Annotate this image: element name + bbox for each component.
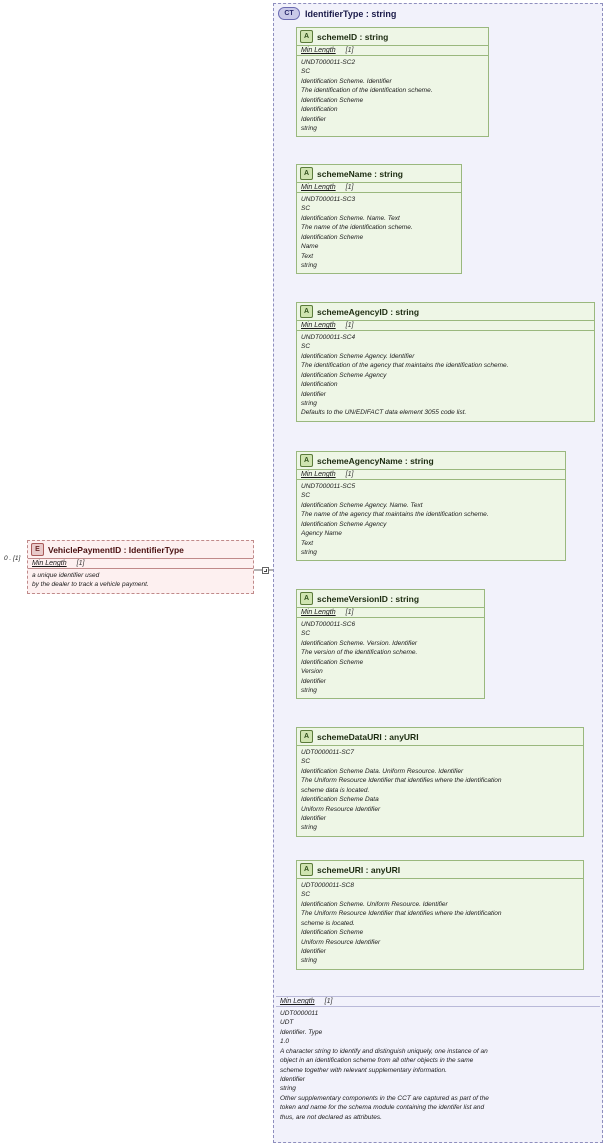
annotation-line: scheme is located. xyxy=(301,919,355,927)
attribute-title: schemeAgencyName : string xyxy=(317,455,434,466)
attribute-minlength-row xyxy=(297,183,461,193)
annotation-line: UNDT000011-SC3 xyxy=(301,196,356,203)
annotation-line: Text xyxy=(301,539,314,547)
annotation-line: Identifier xyxy=(301,677,326,685)
annotation-line: Defaults to the UN/EDIFACT data element 3055 code list. xyxy=(301,409,467,417)
annotation-line: string xyxy=(301,824,317,832)
base-minlength-row xyxy=(276,996,600,1007)
annotation-line: The version of the identification scheme. xyxy=(301,649,418,657)
annotation-line: The name of the identification scheme. xyxy=(301,224,413,232)
annotation-line: UNDT000011-SC5 xyxy=(301,483,356,490)
base-annotation xyxy=(276,1007,600,1125)
attribute-annotation xyxy=(297,193,461,273)
element-title: VehiclePaymentID : IdentifierType xyxy=(48,544,184,555)
base-minlength-label: Min Length xyxy=(280,998,315,1005)
attribute-icon: A xyxy=(300,863,313,876)
annotation-line: The identification of the agency that maintains the identification scheme. xyxy=(301,362,509,370)
annotation-line: Identifier xyxy=(301,390,326,398)
annotation-line: string xyxy=(301,261,317,269)
attribute-schemeuri[interactable] xyxy=(296,860,584,970)
attribute-icon: A xyxy=(300,167,313,180)
annotation-line: Identification Scheme Data xyxy=(301,796,379,804)
attribute-header xyxy=(297,728,583,746)
annotation-line: SC xyxy=(301,758,311,766)
annotation-line: string xyxy=(301,399,317,407)
annotation-line: scheme together with relevant supplementary information. xyxy=(280,1066,447,1074)
attribute-schemedatauri[interactable] xyxy=(296,727,584,837)
annotation-line: Identifier xyxy=(301,814,326,822)
annotation-line: UDT0000011-SC7 xyxy=(301,749,354,756)
attribute-header xyxy=(297,165,461,183)
attribute-header xyxy=(297,28,488,46)
annotation-line: Identification xyxy=(301,381,338,389)
expand-toggle-icon[interactable] xyxy=(262,567,269,574)
element-minlength-label: Min Length xyxy=(32,560,67,567)
attribute-minlength-cardinality: [1] xyxy=(345,184,354,191)
annotation-line: UNDT000011-SC4 xyxy=(301,334,356,341)
annotation-line: string xyxy=(280,1085,296,1093)
attribute-schemeagencyid[interactable] xyxy=(296,302,595,422)
annotation-line: Identification Scheme xyxy=(301,658,364,666)
annotation-line: string xyxy=(301,124,317,132)
annotation-line: UNDT000011-SC2 xyxy=(301,59,356,66)
attribute-icon: A xyxy=(300,592,313,605)
attribute-minlength-cardinality: [1] xyxy=(345,609,354,616)
annotation-line: Other supplementary components in the CCT are captured as part of the xyxy=(280,1094,489,1102)
attribute-minlength-label: Min Length xyxy=(301,471,336,478)
annotation-line: Identifier xyxy=(301,947,326,955)
complex-type-footer xyxy=(276,996,600,1125)
annotation-line: string xyxy=(301,957,317,965)
attribute-title: schemeDataURI : anyURI xyxy=(317,731,419,742)
annotation-line: Version xyxy=(301,668,323,676)
attribute-schemeid[interactable] xyxy=(296,27,489,137)
attribute-annotation xyxy=(297,331,594,421)
attribute-header xyxy=(297,861,583,879)
annotation-line: thus, are not declared as attributes. xyxy=(280,1113,382,1121)
attribute-minlength-row xyxy=(297,321,594,331)
attribute-schemeversionid[interactable] xyxy=(296,589,485,699)
attribute-icon: A xyxy=(300,454,313,467)
attribute-icon: A xyxy=(300,730,313,743)
attribute-header xyxy=(297,590,484,608)
annotation-line: Identification Scheme xyxy=(301,929,364,937)
annotation-line: scheme data is located. xyxy=(301,786,370,794)
annotation-line: Identification Scheme. Identifier xyxy=(301,77,392,85)
annotation-line: Text xyxy=(301,252,314,260)
annotation-line: UDT0000011-SC8 xyxy=(301,882,354,889)
annotation-line: A character string to identify and distinguish uniquely, one instance of an xyxy=(280,1047,488,1055)
attribute-header xyxy=(297,452,565,470)
annotation-line: The Uniform Resource Identifier that identifies where the identification xyxy=(301,777,502,785)
element-annotation xyxy=(28,569,253,593)
attribute-minlength-label: Min Length xyxy=(301,609,336,616)
annotation-line: Identification Scheme. Version. Identifier xyxy=(301,639,418,647)
annotation-line: Identification Scheme Agency. Identifier xyxy=(301,352,415,360)
element-minlength-cardinality: [1] xyxy=(76,560,85,567)
annotation-line: Identification Scheme xyxy=(301,233,364,241)
annotation-line: SC xyxy=(301,343,311,351)
annotation-line: string xyxy=(301,548,317,556)
attribute-title: schemeID : string xyxy=(317,31,389,42)
annotation-line: by the dealer to track a vehicle payment. xyxy=(32,581,149,589)
element-minlength-row xyxy=(28,559,253,569)
annotation-line: Identifier xyxy=(301,115,326,123)
attribute-title: schemeURI : anyURI xyxy=(317,864,401,875)
attribute-annotation xyxy=(297,746,583,836)
attribute-minlength-row xyxy=(297,470,565,480)
base-minlength-cardinality: [1] xyxy=(324,998,333,1005)
annotation-line: string xyxy=(301,686,317,694)
attribute-minlength-row xyxy=(297,608,484,618)
attribute-minlength-label: Min Length xyxy=(301,47,336,54)
complex-type-header xyxy=(274,4,602,23)
attribute-title: schemeName : string xyxy=(317,168,403,179)
annotation-line: UDT0000011 xyxy=(280,1010,319,1017)
attribute-minlength-cardinality: [1] xyxy=(345,471,354,478)
annotation-line: SC xyxy=(301,205,311,213)
element-icon: E xyxy=(31,543,44,556)
annotation-line: Identifier xyxy=(280,1075,305,1083)
annotation-line: SC xyxy=(301,630,311,638)
attribute-icon: A xyxy=(300,30,313,43)
attribute-header xyxy=(297,303,594,321)
attribute-title: schemeAgencyID : string xyxy=(317,306,420,317)
annotation-line: Agency Name xyxy=(301,530,342,538)
annotation-line: Name xyxy=(301,243,319,251)
annotation-line: Identification Scheme Agency xyxy=(301,520,387,528)
complex-type-title: IdentifierType : string xyxy=(305,8,397,19)
annotation-line: UNDT000011-SC6 xyxy=(301,621,356,628)
annotation-line: The identification of the identification scheme. xyxy=(301,87,433,95)
annotation-line: token and name for the schema module containing the identifer list and xyxy=(280,1104,485,1112)
attribute-schemename[interactable] xyxy=(296,164,462,274)
attribute-title: schemeVersionID : string xyxy=(317,593,420,604)
annotation-line: Identification Scheme xyxy=(301,96,364,104)
attribute-icon: A xyxy=(300,305,313,318)
annotation-line: Identification Scheme. Uniform Resource. Identifier xyxy=(301,900,448,908)
annotation-line: Uniform Resource Identifier xyxy=(301,805,381,813)
attribute-minlength-cardinality: [1] xyxy=(345,47,354,54)
element-header xyxy=(28,541,253,559)
annotation-line: The name of the agency that maintains the identification scheme. xyxy=(301,511,489,519)
attribute-minlength-row xyxy=(297,46,488,56)
annotation-line: a unique identifier used xyxy=(32,572,100,579)
attribute-schemeagencyname[interactable] xyxy=(296,451,566,561)
annotation-line: Identification xyxy=(301,106,338,114)
annotation-line: UDT xyxy=(280,1019,294,1027)
attribute-annotation xyxy=(297,480,565,560)
attribute-annotation xyxy=(297,618,484,698)
annotation-line: The Uniform Resource Identifier that identifies where the identification xyxy=(301,910,502,918)
annotation-line: SC xyxy=(301,492,311,500)
annotation-line: Identification Scheme Data. Uniform Resource. Identifier xyxy=(301,767,464,775)
element-vehiclepaymentid[interactable] xyxy=(27,540,254,594)
annotation-line: Identification Scheme Agency. Name. Text xyxy=(301,501,423,509)
annotation-line: SC xyxy=(301,68,311,76)
complex-type-icon: CT xyxy=(278,7,300,20)
annotation-line: SC xyxy=(301,891,311,899)
annotation-line: object in an identification scheme from all other objects in the same xyxy=(280,1057,474,1065)
element-cardinality: 0 . [1] xyxy=(4,555,21,562)
attribute-annotation xyxy=(297,56,488,136)
annotation-line: 1.0 xyxy=(280,1038,290,1046)
annotation-line: Identifier. Type xyxy=(280,1028,323,1036)
annotation-line: Uniform Resource Identifier xyxy=(301,938,381,946)
attribute-minlength-cardinality: [1] xyxy=(345,322,354,329)
attribute-minlength-label: Min Length xyxy=(301,322,336,329)
annotation-line: Identification Scheme Agency xyxy=(301,371,387,379)
attribute-minlength-label: Min Length xyxy=(301,184,336,191)
annotation-line: Identification Scheme. Name. Text xyxy=(301,214,400,222)
attribute-annotation xyxy=(297,879,583,969)
